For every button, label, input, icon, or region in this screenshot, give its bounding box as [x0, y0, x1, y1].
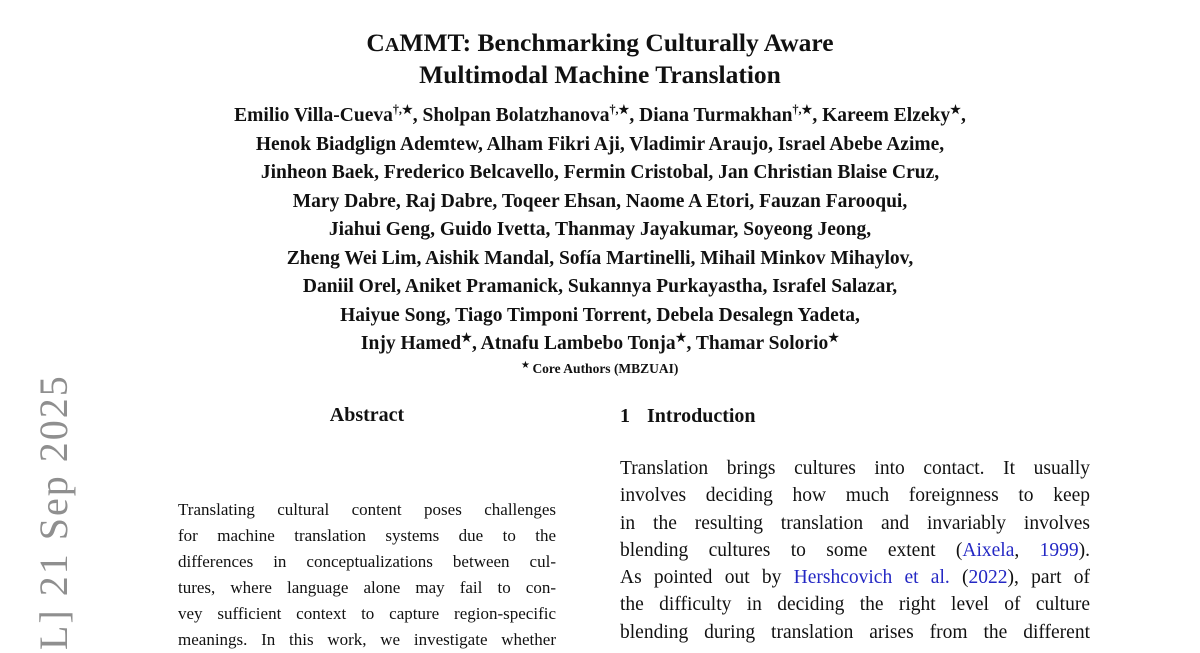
- author-line: [0, 330, 1200, 359]
- author-line: [0, 245, 1200, 274]
- text-span: the difficulty in deciding the right level of culture: [620, 594, 1090, 616]
- text-span: Henok Biadglign Ademtew, Alham Fikri Aji, Vladimir Araujo, Israel Abebe Azime,: [255, 133, 945, 155]
- paper-title: [0, 28, 1200, 90]
- abstract-line: [178, 601, 556, 627]
- text-span: tures, where language alone may fail to con-: [178, 578, 556, 597]
- text-span: , Diana Turmakhan: [629, 105, 793, 126]
- abstract-line: [178, 627, 556, 653]
- text-span: Haiyue Song, Tiago Timponi Torrent, Debela Desalegn Yadeta,: [340, 304, 860, 326]
- text-span: As pointed out by: [620, 567, 794, 589]
- section-title: Introduction: [647, 405, 756, 427]
- abstract-line: [178, 549, 556, 575]
- citation-link[interactable]: 1999: [1039, 539, 1079, 561]
- text-span: Injy Hamed: [360, 333, 462, 354]
- introduction-line: [620, 537, 1090, 564]
- text-span: Daniil Orel, Aniket Pramanick, Sukannya Purkayastha, Israfel Salazar,: [302, 276, 898, 297]
- superscript-mark: ★: [461, 330, 472, 345]
- text-span: Mary Dabre, Raj Dabre, Toqeer Ehsan, Naome A Etori, Fauzan Farooqui,: [292, 190, 908, 212]
- text-span: Jiahui Geng, Guido Ivetta, Thanmay Jayakumar, Soyeong Jeong,: [328, 219, 872, 240]
- text-span: Jinheon Baek, Frederico Belcavello, Fermin Cristobal, Jan Christian Blaise Cruz,: [260, 162, 940, 183]
- citation-link[interactable]: Hershcovich et al.: [793, 567, 950, 589]
- text-span: blending during translation arises from the different: [620, 621, 1090, 643]
- abstract-line: [178, 575, 556, 601]
- introduction-line: [620, 455, 1090, 482]
- introduction-line: [620, 591, 1090, 618]
- introduction-text: [620, 455, 1090, 646]
- author-line: [0, 273, 1200, 302]
- superscript-mark: ★: [675, 330, 687, 345]
- citation-link[interactable]: Aixela: [962, 539, 1015, 561]
- author-line: [0, 131, 1200, 160]
- text-span: Emilio Villa-Cueva: [234, 105, 393, 126]
- text-span: , Atnafu Lambebo Tonja: [471, 333, 676, 354]
- introduction-line: [620, 510, 1090, 537]
- text-span: vey sufficient context to capture region-specific: [178, 604, 556, 623]
- text-span: for machine translation systems due to the: [178, 526, 556, 545]
- abstract-text: [178, 497, 556, 653]
- core-authors-text: Core Authors (MBZUAI): [529, 361, 679, 376]
- title-rest: MMT: Benchmarking Culturally Aware: [399, 28, 834, 57]
- text-span: , Sholpan Bolatzhanova: [412, 105, 610, 126]
- citation-link[interactable]: 2022: [968, 567, 1008, 589]
- paper-title-line2: Multimodal Machine Translation: [419, 60, 781, 89]
- author-line: [0, 216, 1200, 245]
- text-span: (: [949, 567, 969, 589]
- author-line: [0, 159, 1200, 188]
- core-authors-star: ★: [521, 360, 530, 370]
- text-span: differences in conceptualizations between cul-: [178, 552, 556, 571]
- introduction-line: [620, 564, 1090, 591]
- text-span: ,: [1014, 539, 1040, 561]
- text-span: involves deciding how much foreignness to keep: [620, 485, 1090, 507]
- superscript-mark: †,★: [792, 102, 813, 117]
- abstract-heading: Abstract: [329, 404, 405, 426]
- abstract-line: [178, 523, 556, 549]
- title-lead: C: [366, 28, 385, 57]
- text-span: ), part of: [1007, 567, 1090, 589]
- section-number: 1: [620, 405, 630, 427]
- arxiv-watermark: L] 21 Sep 2025: [31, 374, 76, 650]
- superscript-mark: †,★: [392, 102, 413, 117]
- superscript-mark: †,★: [609, 102, 630, 117]
- text-span: in the resulting translation and invariably involves: [620, 512, 1090, 534]
- text-span: ).: [1078, 539, 1091, 561]
- paper-title-line1: [0, 28, 1200, 60]
- text-span: , Thamar Solorio: [686, 333, 829, 354]
- introduction-line: [620, 482, 1090, 509]
- introduction-line: [620, 619, 1090, 646]
- superscript-mark: ★: [950, 102, 961, 117]
- author-list: [0, 102, 1200, 359]
- title-smallcap: A: [384, 34, 400, 56]
- introduction-heading: [620, 405, 1090, 428]
- abstract-line: [178, 497, 556, 523]
- superscript-mark: ★: [828, 330, 840, 345]
- author-line: [0, 188, 1200, 217]
- text-span: ,: [960, 105, 966, 126]
- text-span: , Kareem Elzeky: [812, 105, 951, 126]
- text-span: blending cultures to some extent (: [620, 539, 963, 561]
- text-span: Translation brings cultures into contact. It usually: [620, 458, 1090, 479]
- author-line: [0, 302, 1200, 331]
- author-line: [0, 102, 1200, 131]
- core-authors-note: [0, 361, 1200, 377]
- text-span: meanings. In this work, we investigate whether: [178, 630, 556, 649]
- text-span: Zheng Wei Lim, Aishik Mandal, Sofía Martinelli, Mihail Minkov Mihaylov,: [286, 247, 914, 269]
- text-span: Translating cultural content poses challenges: [178, 500, 556, 519]
